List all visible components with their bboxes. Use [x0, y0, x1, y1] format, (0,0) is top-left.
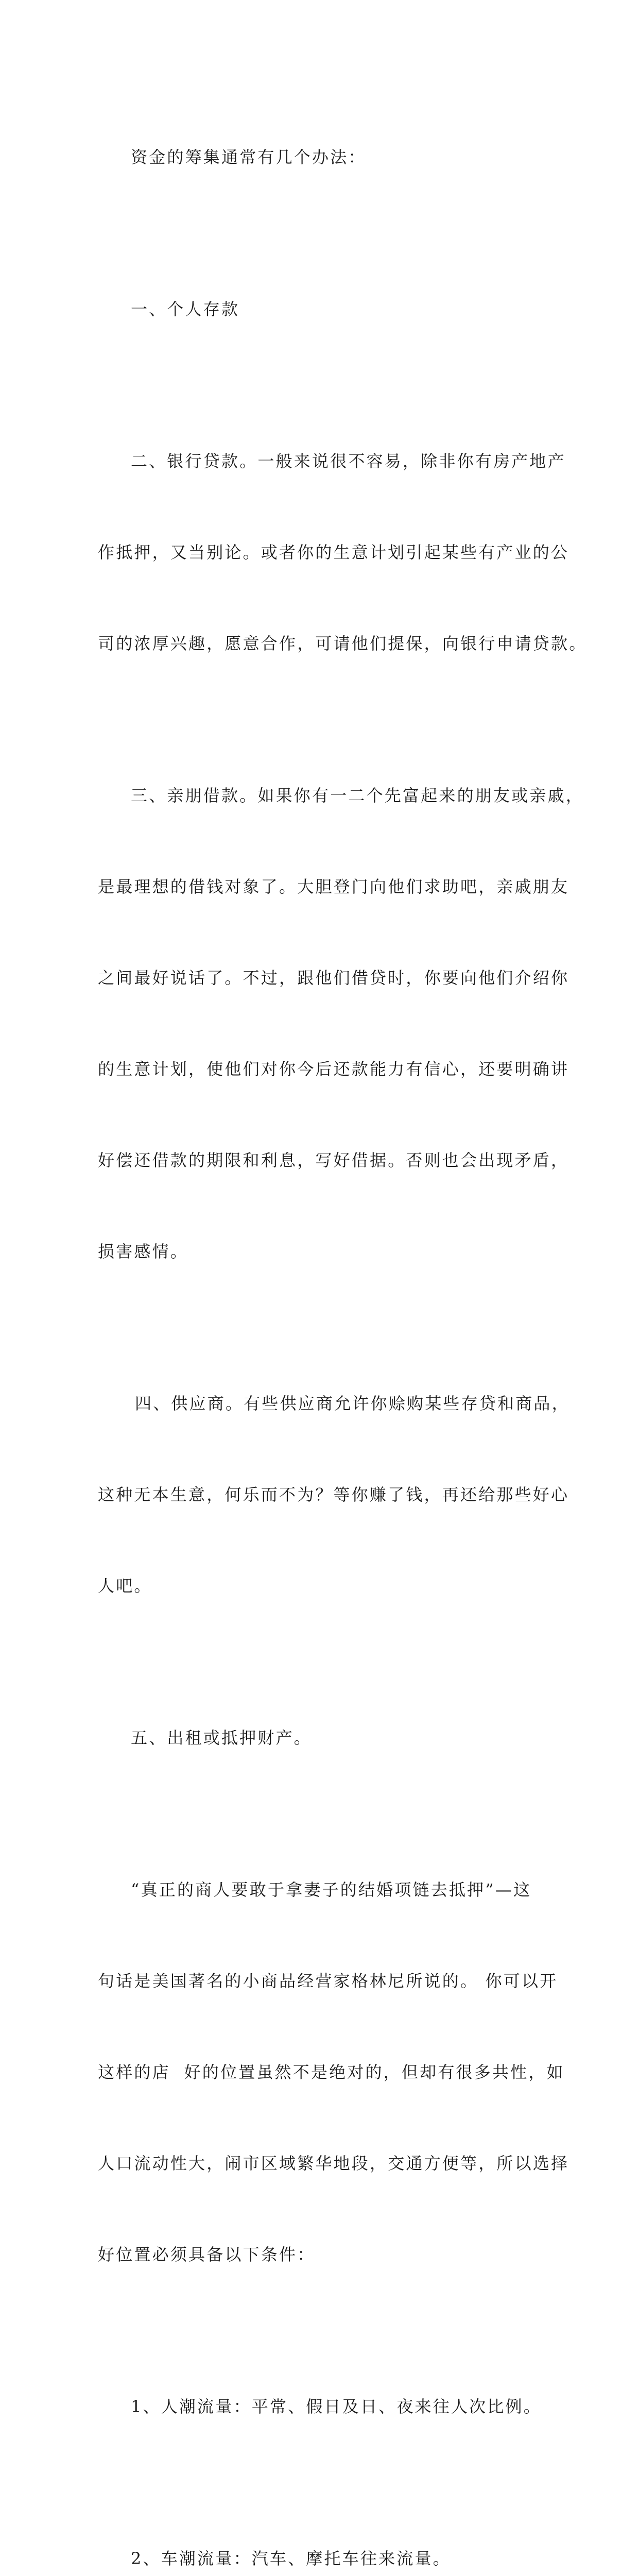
text-line: 损害感情。 [98, 1242, 189, 1261]
text-line: 人口流动性大，闹市区域繁华地段，交通方便等，所以选择 [98, 2154, 569, 2173]
list-item-condition-1 [98, 2331, 551, 2483]
text-line: “真正的商人要敢于拿妻子的结婚项链去抵押”—这 [131, 1880, 532, 1900]
text-line: 这样的店 好的位置虽然不是绝对的，但却有很多共性，如 [98, 2062, 565, 2082]
text-line: 一、个人存款 [131, 299, 240, 319]
paragraph-method-1 [98, 233, 551, 385]
text-line: 五、出租或抵押财产。 [131, 1728, 313, 1748]
document-body [98, 81, 588, 2576]
paragraph-method-2 [98, 385, 588, 720]
text-line: 的生意计划，使他们对你今后还款能力有信心，还要明确讲 [98, 1059, 569, 1079]
text-line: 三、亲朋借款。如果你有一二个先富起来的朋友或亲戚， [131, 786, 584, 805]
text-line: 人吧。 [98, 1576, 152, 1596]
text-line: 资金的筹集通常有几个办法： [131, 147, 367, 167]
text-line: 这种无本生意，何乐而不为？等你赚了钱，再还给那些好心 [98, 1485, 569, 1504]
text-line: 2、车潮流量：汽车、摩托车往来流量。 [131, 2549, 451, 2568]
list-item-condition-2 [98, 2483, 551, 2576]
text-line: 是最理想的借钱对象了。大胆登门向他们求助吧，亲戚朋友 [98, 877, 569, 896]
paragraph-location [98, 1814, 569, 2331]
paragraph-intro [98, 81, 551, 233]
text-line: 好偿还借款的期限和利息，写好借据。否则也会出现矛盾， [98, 1150, 569, 1170]
text-line: 之间最好说话了。不过，跟他们借贷时，你要向他们介绍你 [98, 968, 569, 988]
text-line: 作抵押，又当别论。或者你的生意计划引起某些有产业的公 [98, 543, 569, 562]
text-line: 句话是美国著名的小商品经营家格林尼所说的。 你可以开 [98, 1971, 558, 1991]
paragraph-method-3 [98, 720, 584, 1328]
text-line: 四、供应商。有些供应商允许你赊购某些存贷和商品， [135, 1394, 570, 1413]
text-line: 司的浓厚兴趣，愿意合作，可请他们提保，向银行申请贷款。 [98, 634, 588, 653]
text-line: 二、银行贷款。一般来说很不容易，除非你有房产地产 [131, 451, 566, 471]
text-line: 1、人潮流量：平常、假日及日、夜来往人次比例。 [131, 2397, 542, 2416]
text-line: 好位置必须具备以下条件： [98, 2245, 316, 2264]
paragraph-method-5 [98, 1662, 551, 1814]
paragraph-method-4 [98, 1328, 570, 1662]
